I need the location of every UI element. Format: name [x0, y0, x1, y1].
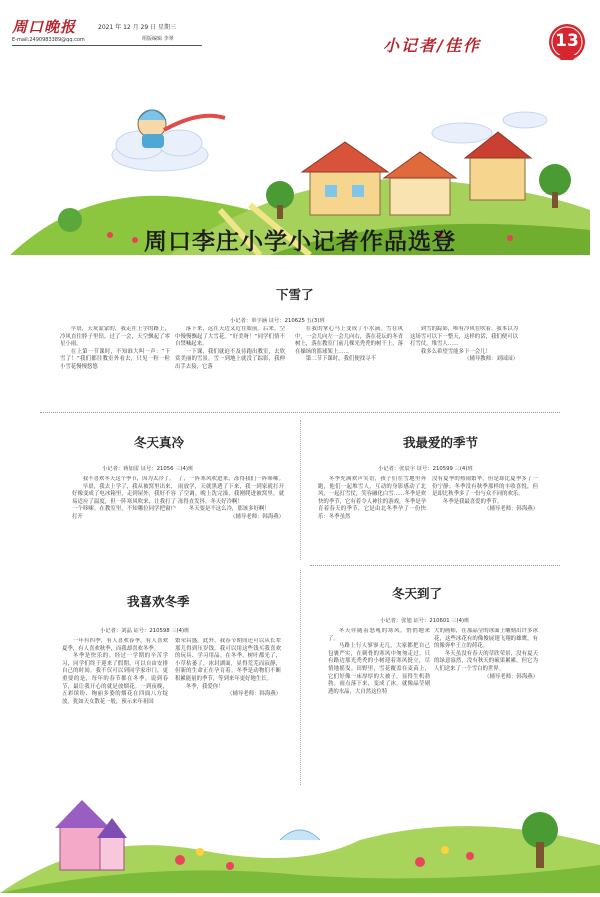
paragraph: 没有夏季的热闹繁华，但是却比夏季多了一份宁静；冬季没有秋季那样的丰收喜悦，但是却比秋季多了一份与众不同的欢乐。 — [432, 476, 538, 498]
teacher-credit: （辅导老师：韩海燕） — [227, 691, 281, 698]
teacher-credit: （辅导教师：刘园园） — [464, 356, 518, 363]
page-headline: 周口李庄小学小记者作品选登 — [144, 228, 456, 255]
section-divider — [40, 412, 560, 413]
winterlove-column-2 — [175, 638, 281, 768]
paragraph: 大的画师，在那晶莹的冰面上雕刻出许多冰花，这些冰花有的像俊展翅飞翔的雄鹰，有的像奔牟王立的荷花。 — [434, 628, 538, 650]
snow-column-1 — [60, 326, 170, 408]
paragraph: 早晨，我去上学了，我从被窝里出来，好像变成了电冰箱里，走到屋外，我好不容易适应了温度，但一阵寒风吹来，让我打了一个哆嗦。在教室里，不知哪位同学把窗户打开 — [72, 483, 176, 520]
paragraph: 冬季充满欢声笑语，孩子们在雪地里奔跑，他们一起堆雪人，互动的身影感动了北风，一起打雪仗，笑容融化白雪……冬季是欢快的季节，它有着令人神往的游戏，冬季是孕育着春天的季节，它是由北冬季孕了一份快乐：冬季虽然 — [318, 476, 426, 520]
paragraph: 第二节下课时，我们便找寻不 — [305, 356, 376, 363]
byline-winterarrive: 小记者：张旭 证号：210601 三(4)班 — [380, 618, 470, 624]
paragraph: 到雪的踪影，唯有冷风在吹着。我本以为这场雪可以下一整天，这样的话，我们便可以打雪仗，堆雪人…… — [410, 326, 518, 348]
cold-column-2 — [178, 476, 284, 556]
snow-column-3 — [295, 326, 403, 408]
favorite-column-2 — [432, 476, 538, 556]
masthead-rule — [12, 45, 202, 46]
footer-illustration — [0, 790, 600, 893]
paragraph: 冬天要是不这么冷，那该多好啊！ — [188, 506, 270, 513]
byline-cold: 小记者：蒋加雷 证号：21056 三(4)班 — [102, 466, 194, 472]
cold-column-1 — [72, 476, 176, 556]
paragraph: 一下课，我们就迫不及待跑出教室，去欣赏美丽的雪景。雪一到地上就没了踪影，我伸出手去接，它落 — [175, 348, 285, 370]
issue-date: 2021 年 12 月 29 日 星期三 — [98, 24, 176, 31]
article-title-winterarrive: 冬天到了 — [392, 586, 443, 601]
paragraph: 了，一阵寒风吹进来，冻得我们一阵哆嗦。雨放学，天就黑透了下来，我一到家就打开了空调。晚上洗完澡，我刚爬进被窝里，就冻得直发抖。冬天好冷啊！ — [178, 476, 284, 505]
winterarrive-column-1 — [328, 628, 430, 768]
paragraph: 冬天虽没有春天的草欣荣景，没有夏天的绿意盎然，没有秋天的硕果累累，但它为人们送来了一个雪白的世界。 — [434, 650, 538, 672]
byline-winterlove: 小记者：刘晶 证号：210598 三(4)班 — [100, 628, 190, 634]
paragraph: 我多么希望雪能多下一会儿！ — [420, 348, 491, 355]
winterarrive-column-2 — [434, 628, 538, 768]
paragraph: 冬季，我爱你！ — [185, 683, 224, 690]
winterlove-column-1 — [62, 638, 168, 768]
paragraph: 马路上行人寥寥无几，大家都把自己包裹严实，在刺骨的寒风中匆匆走过。只有路边那光秃秃的小树迎着寒风挺立，尽情地摇曳。田野里，雪花覆盖在麦苗上，它们好像一床厚厚的大被子，显得生机勃勃。雨点落下来，变成了冰，就像晶莹剔透的水晶，大自然这位特 — [328, 643, 430, 695]
paragraph: 在上第一节课时，不知谁大叫一声：“下雪了！”我们都往教室外看去，只见一粒一粒小雪花慢慢悠悠 — [60, 348, 170, 370]
article-title-winterlove: 我喜欢冬季 — [127, 594, 190, 609]
favorite-column-1 — [318, 476, 426, 556]
article-title-cold: 冬天真冷 — [134, 435, 185, 450]
byline-favorite: 小记者：张辰宇 证号：210599 三(4)班 — [378, 466, 473, 472]
page-number: 13 — [555, 31, 579, 51]
snow-column-2 — [175, 326, 285, 408]
paragraph: 冬季是我最喜爱的季节。 — [442, 498, 503, 505]
newspaper-logo: 周口晚报 — [12, 18, 77, 36]
castle-icon — [55, 800, 127, 870]
column-divider — [300, 570, 301, 785]
article-title-favorite: 我最爱的季节 — [403, 435, 479, 450]
layout-editor: 组版编辑 李翠 — [142, 36, 174, 42]
snow-column-4 — [410, 326, 518, 408]
paragraph: 在我的掌心马上变成了小水滴。雪在风中，一会儿向左一会儿向右，落在花坛的冬青树上，落在教室门前几棵光秃秃的树干上，落在操场的篮球架上…… — [295, 326, 403, 355]
teacher-credit: （辅导老师：韩海燕） — [230, 513, 284, 520]
paragraph: 落下来，远在天边又近在眼前。后来，空中慢慢飘起了大雪花。“好美呀！”同学们情不自禁喊起来。 — [175, 326, 285, 348]
section-divider — [310, 565, 560, 566]
column-divider — [300, 420, 301, 560]
paragraph: 繁荣昌盛。此外，我春节期间还可以从长辈那儿得到压岁钱。我可以用这些钱买我喜欢的玩具、学习用品。在冬季，树叶都光了，小草枯萎了，冰封湖面，显得荒芜而寂静，但新的生命正在孕育着。冬季是动物们不断积累能量的季节，等到来年更好地生长。 — [175, 638, 281, 682]
contact-email: E-mail:2490983389@qq.com — [12, 37, 85, 43]
section-title: 小记者/佳作 — [383, 36, 481, 55]
teacher-credit: （辅导老师：韩海燕） — [484, 506, 538, 513]
article-title-snow: 下雪了 — [276, 287, 314, 302]
byline-snow: 小记者：单宇涵 证号：210625 五(3)班 — [230, 318, 325, 324]
teacher-credit: （辅导老师：韩海燕） — [484, 673, 538, 680]
paragraph: 早晨，天灰蒙蒙的，我走在上学的路上，冷风直往脖子里钻，过了一会，天空飘起了零星小雨。 — [60, 326, 170, 348]
paragraph: 一年有四季，有人喜欢春季，有人喜欢夏季，有人喜欢秋季，而我却喜欢冬季。 — [62, 638, 168, 652]
paragraph: 冬季是快乐的。经过一学期的辛苦学习，同学们终于迎来了假期，可以自由安排自己的时间。我不仅可以到同学家串门，更重要的是，每年的春节都在冬季。说到春节，最让我开心的就是放烟花。一到夜晚，五彩缤纷、绚丽多姿的烟花在四面八方绽放，犹如天女散花一般，预示来年祖国 — [62, 653, 168, 705]
paragraph: 我不喜欢冬天这个季节，因为太冷了。 — [82, 476, 175, 482]
paragraph: 冬天伴随着怒吼的寒风，悄悄地来了。 — [328, 628, 430, 642]
